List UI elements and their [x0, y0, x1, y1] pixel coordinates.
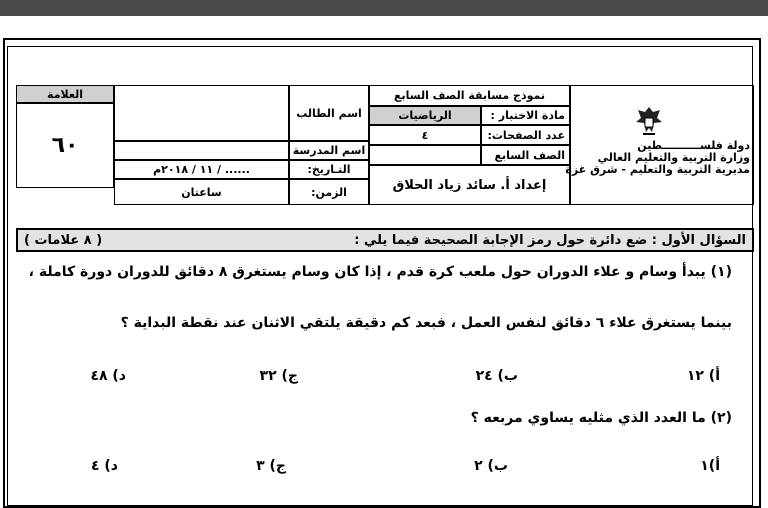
student-name-value	[114, 85, 289, 141]
exam-title: نموذج مسابقة الصف السابع	[369, 85, 570, 106]
date-value: ...... / ١١ / ٢٠١٨م	[114, 160, 289, 179]
ministry-heading	[565, 140, 750, 176]
time-value: ساعتان	[114, 179, 289, 205]
grade-value: ٦٠	[16, 103, 114, 188]
subject-label: مادة الاختبار :	[481, 106, 570, 125]
prepared-by: إعداد أ. سائد زياد الحلاق	[369, 165, 570, 205]
option-b[interactable]: ب) ٢	[474, 458, 508, 474]
palestine-emblem-icon	[634, 104, 664, 138]
directorate-name: مديرية التربية والتعليم - شرق غزة	[565, 163, 750, 176]
time-label: الزمن:	[289, 179, 369, 205]
date-label: التـاريخ:	[289, 160, 369, 179]
class-label: الصف السابع	[481, 145, 570, 165]
school-name-value	[114, 141, 289, 160]
window-top-bar	[0, 0, 768, 16]
question-item-2-line-1: (٢) ما العدد الذي مثليه يساوي مربعه ؟	[470, 410, 732, 426]
school-name-label: اسم المدرسة	[289, 141, 369, 160]
country-name: دولة فلســــــــــطين	[637, 139, 750, 152]
ministry-name: وزارة التربية والتعليم العالي	[597, 151, 750, 164]
option-d[interactable]: د) ٤	[90, 458, 118, 474]
question-one-heading	[16, 228, 754, 252]
option-c[interactable]: ج) ٣	[256, 458, 286, 474]
option-c[interactable]: ج) ٣٢	[259, 368, 298, 384]
question-one-marks: ( ٨ علامات )	[24, 232, 103, 248]
question-one-title: السؤال الأول : ضع دائرة حول رمز الإجابة الصحيحة فيما يلي :	[354, 232, 746, 248]
option-a[interactable]: أ) ١٢	[686, 368, 720, 384]
pages-label: عدد الصفحات:	[481, 125, 570, 145]
student-name-label: اسم الطالب	[289, 85, 369, 141]
question-item-1-line-2: بينما يستغرق علاء ٦ دقائق لنفس العمل ، فبعد كم دقيقة يلتقي الاثنان عند نقطة البداية ؟	[120, 315, 732, 331]
grade-label: العلامة	[16, 85, 114, 103]
option-d[interactable]: د) ٤٨	[90, 368, 126, 384]
class-value	[369, 145, 481, 165]
option-a[interactable]: أ)١	[700, 458, 720, 474]
question-item-1-line-1: (١) يبدأ وسام و علاء الدوران حول ملعب كرة قدم ، إذا كان وسام يستغرق ٨ دقائق للدوران دورة كاملة ،	[28, 264, 732, 280]
option-b[interactable]: ب) ٢٤	[475, 368, 518, 384]
pages-value: ٤	[369, 125, 481, 145]
subject-value: الرياضيات	[369, 106, 481, 125]
